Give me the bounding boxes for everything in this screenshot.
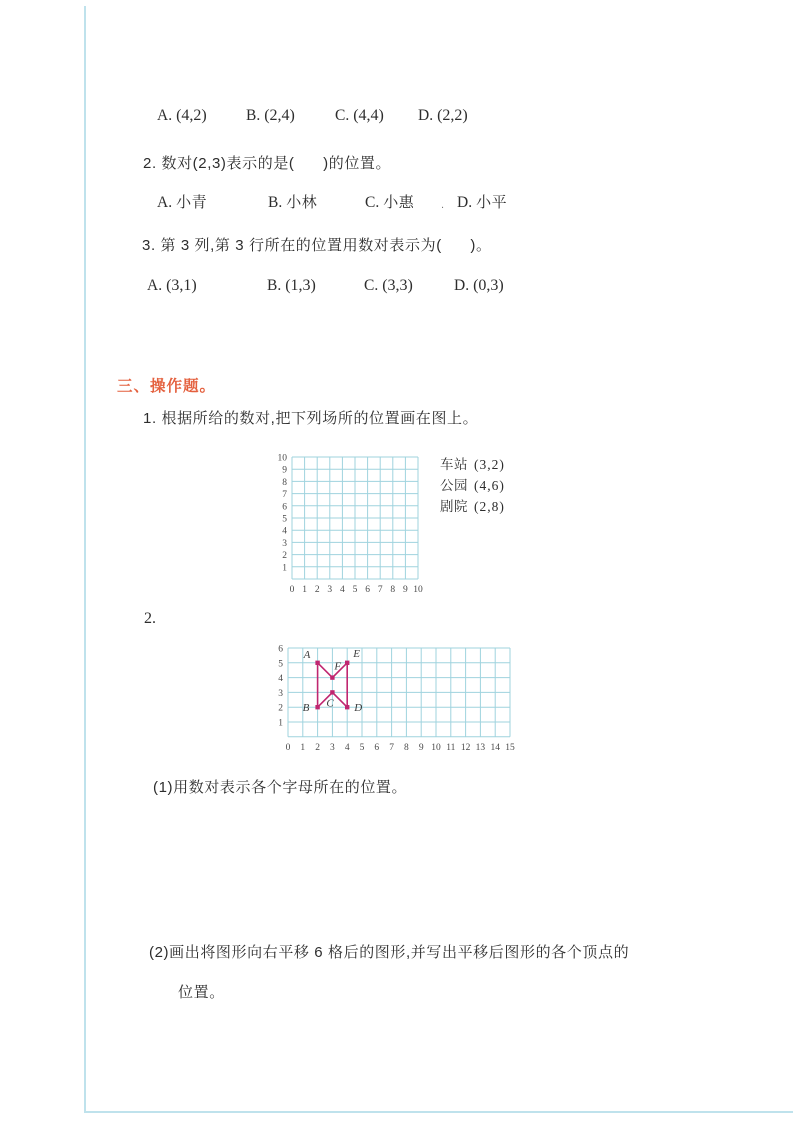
svg-text:3: 3 xyxy=(282,538,287,549)
svg-text:4: 4 xyxy=(282,526,287,537)
place-row-park: 公园 (4,6) xyxy=(440,478,505,493)
q2-option-b: B. 小林 xyxy=(268,194,318,211)
svg-text:15: 15 xyxy=(505,742,515,753)
svg-text:7: 7 xyxy=(377,585,383,595)
stray-dot: . xyxy=(441,199,445,211)
svg-text:6: 6 xyxy=(278,644,283,655)
svg-text:7: 7 xyxy=(282,490,287,501)
q1-option-c: C. (4,4) xyxy=(335,107,384,124)
svg-text:9: 9 xyxy=(403,585,408,595)
item2-sub1: (1)用数对表示各个字母所在的位置。 xyxy=(153,779,408,796)
svg-text:8: 8 xyxy=(282,477,287,488)
svg-text:3: 3 xyxy=(327,585,333,595)
q3-option-d: D. (0,3) xyxy=(454,277,504,294)
q3-option-a: A. (3,1) xyxy=(147,277,197,294)
svg-text:10: 10 xyxy=(277,453,287,464)
svg-text:13: 13 xyxy=(475,742,486,753)
svg-text:0: 0 xyxy=(289,585,295,595)
svg-text:11: 11 xyxy=(446,742,456,753)
svg-text:9: 9 xyxy=(418,742,424,753)
q2-option-c: C. 小惠 xyxy=(365,194,415,211)
svg-text:C: C xyxy=(326,697,334,710)
q3-option-b: B. (1,3) xyxy=(267,277,316,294)
svg-text:6: 6 xyxy=(365,585,370,595)
item2-label: 2. xyxy=(144,610,156,627)
grid-15x6-figure xyxy=(258,636,533,761)
section3-title: 三、操作题。 xyxy=(117,378,217,395)
grid-10x10 xyxy=(262,446,452,606)
item2-sub2-line2: 位置。 xyxy=(178,984,225,1001)
q2-option-d: D. 小平 xyxy=(457,194,508,211)
svg-text:5: 5 xyxy=(359,742,365,753)
svg-text:3: 3 xyxy=(330,742,335,753)
q1-option-d: D. (2,2) xyxy=(418,107,468,124)
svg-text:A: A xyxy=(303,648,311,661)
svg-text:3: 3 xyxy=(278,688,283,699)
q2-option-a: A. 小青 xyxy=(157,194,208,211)
question2-stem: 2. 数对(2,3)表示的是( )的位置。 xyxy=(143,155,392,172)
svg-text:D: D xyxy=(354,702,363,715)
svg-text:1: 1 xyxy=(282,563,287,574)
svg-text:8: 8 xyxy=(390,585,396,595)
svg-text:0: 0 xyxy=(285,742,291,753)
q3-option-c: C. (3,3) xyxy=(364,277,413,294)
question3-stem: 3. 第 3 列,第 3 行所在的位置用数对表示为( )。 xyxy=(142,237,492,254)
svg-text:5: 5 xyxy=(282,514,287,525)
svg-text:2: 2 xyxy=(282,551,287,562)
svg-text:6: 6 xyxy=(282,502,287,513)
svg-text:2: 2 xyxy=(314,585,320,595)
q1-option-a: A. (4,2) xyxy=(157,107,207,124)
svg-text:5: 5 xyxy=(352,585,358,595)
svg-text:7: 7 xyxy=(389,742,394,753)
svg-text:6: 6 xyxy=(374,742,380,753)
svg-text:B: B xyxy=(302,702,310,715)
svg-text:E: E xyxy=(353,647,360,660)
svg-text:1: 1 xyxy=(278,718,283,729)
svg-text:9: 9 xyxy=(282,465,287,476)
svg-text:F: F xyxy=(334,660,342,673)
svg-text:4: 4 xyxy=(278,674,283,685)
item1-stem: 1. 根据所给的数对,把下列场所的位置画在图上。 xyxy=(143,410,479,427)
svg-text:8: 8 xyxy=(404,742,409,753)
svg-text:4: 4 xyxy=(340,585,345,595)
svg-text:5: 5 xyxy=(278,659,283,670)
page-border-bottom xyxy=(84,1111,793,1113)
place-row-station: 车站 (3,2) xyxy=(440,457,505,472)
svg-text:4: 4 xyxy=(344,742,350,753)
place-row-theater: 剧院 (2,8) xyxy=(440,499,505,514)
svg-text:1: 1 xyxy=(300,742,306,753)
q1-option-b: B. (2,4) xyxy=(246,107,295,124)
svg-text:14: 14 xyxy=(490,742,500,753)
page-border-left xyxy=(84,6,86,1113)
svg-text:10: 10 xyxy=(413,585,423,595)
svg-text:1: 1 xyxy=(302,585,307,595)
item2-sub2-line1: (2)画出将图形向右平移 6 格后的图形,并写出平移后图形的各个顶点的 xyxy=(149,944,630,961)
svg-text:10: 10 xyxy=(431,742,441,753)
svg-text:12: 12 xyxy=(460,742,471,753)
svg-text:2: 2 xyxy=(278,703,283,714)
svg-text:2: 2 xyxy=(315,742,320,753)
